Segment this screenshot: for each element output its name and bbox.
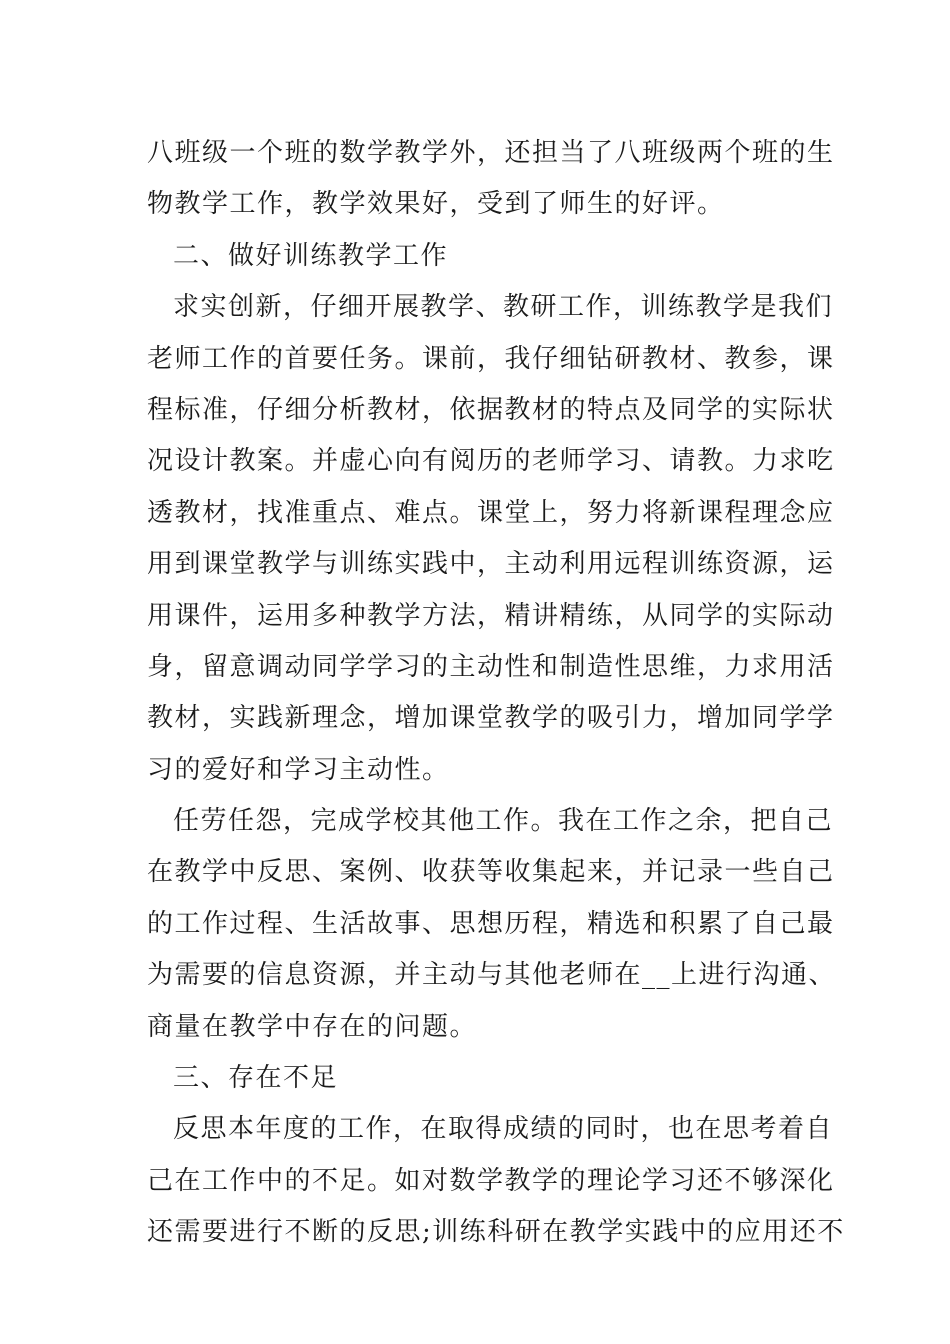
text-line: 透教材，找准重点、难点。课堂上，努力将新课程理念应 bbox=[147, 497, 835, 528]
text-line: 老师工作的首要任务。课前，我仔细钻研教材、教参，课 bbox=[147, 343, 835, 374]
text-line: 在教学中反思、案例、收获等收集起来，并记录一些自己 bbox=[147, 857, 835, 888]
text-line: 八班级一个班的数学教学外，还担当了八班级两个班的生 bbox=[147, 138, 835, 168]
text-line: 反思本年度的工作，在取得成绩的同时，也在思考着自 bbox=[173, 1114, 834, 1145]
text-line: 教材，实践新理念，增加课堂教学的吸引力，增加同学学 bbox=[147, 703, 835, 734]
section-heading: 三、存在不足 bbox=[173, 1063, 339, 1094]
section-heading: 二、做好训练教学工作 bbox=[173, 240, 449, 271]
text-line: 还需要进行不断的反思;训练科研在教学实践中的应用还不 bbox=[147, 1217, 845, 1248]
text-line: 况设计教案。并虚心向有阅历的老师学习、请教。力求吃 bbox=[147, 446, 835, 477]
text-line: 商量在教学中存在的问题。 bbox=[147, 1011, 478, 1042]
text-line: 程标准，仔细分析教材，依据教材的特点及同学的实际状 bbox=[147, 394, 835, 425]
text-line: 的工作过程、生活故事、思想历程，精选和积累了自己最 bbox=[147, 908, 835, 939]
text-line: 习的爱好和学习主动性。 bbox=[147, 754, 450, 785]
text-line: 任劳任怨，完成学校其他工作。我在工作之余，把自己 bbox=[173, 806, 834, 837]
text-line: 为需要的信息资源，并主动与其他老师在__上进行沟通、 bbox=[147, 960, 837, 991]
text-line: 身，留意调动同学学习的主动性和制造性思维，力求用活 bbox=[147, 651, 835, 682]
text-line: 用到课堂教学与训练实践中，主动利用远程训练资源，运 bbox=[147, 549, 835, 580]
document-body bbox=[147, 128, 845, 1259]
text-line: 求实创新，仔细开展教学、教研工作，训练教学是我们 bbox=[173, 292, 834, 323]
text-line: 物教学工作，教学效果好，受到了师生的好评。 bbox=[147, 189, 725, 220]
text-line: 己在工作中的不足。如对数学教学的理论学习还不够深化 bbox=[147, 1165, 835, 1196]
text-line: 用课件，运用多种教学方法，精讲精练，从同学的实际动 bbox=[147, 600, 835, 631]
